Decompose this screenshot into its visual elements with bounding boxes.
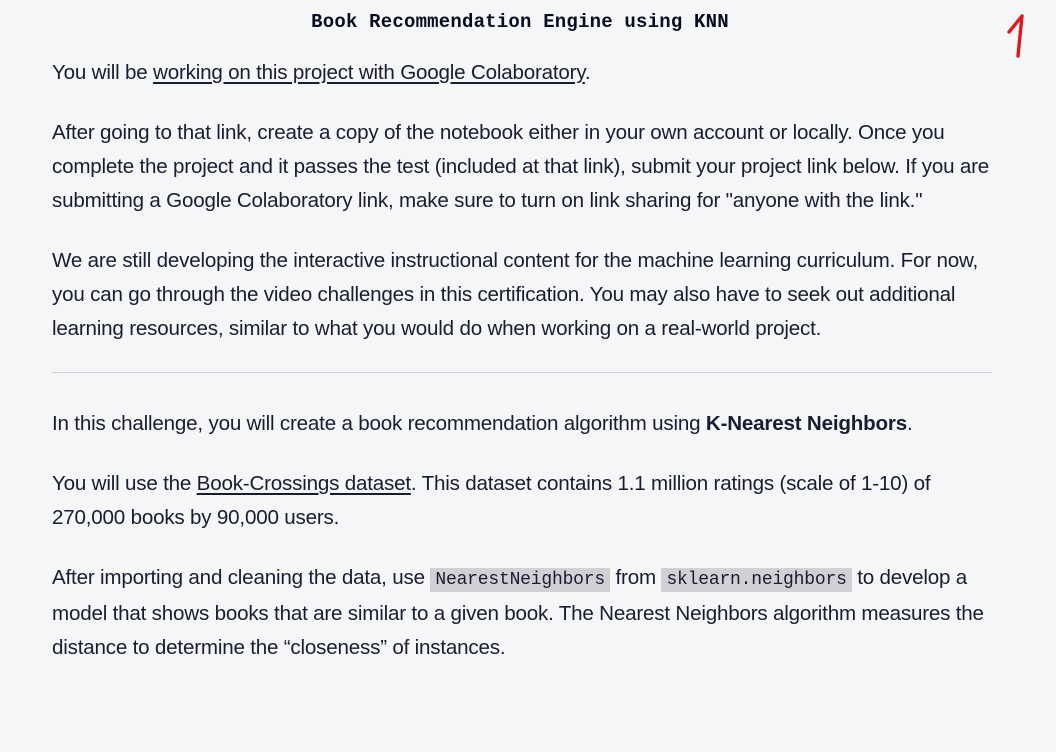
challenge-paragraph-2: You will use the Book-Crossings dataset. This dataset contains 1.1 million ratings (scale of 1-10) of 270,000 books by 90,000 users. bbox=[52, 472, 931, 529]
page-title: Book Recommendation Engine using KNN bbox=[311, 11, 729, 33]
challenge-paragraph-3: After importing and cleaning the data, use NearestNeighbors from sklearn.neighbors to develop a model that shows books that are similar to a given book. The Nearest Neighbors algorithm measures the distance to determine the “closeness” of instances. bbox=[52, 566, 984, 659]
intro-paragraph-1: You will be working on this project with Google Colaboratory. bbox=[52, 61, 591, 84]
challenge-paragraph-1: In this challenge, you will create a book recommendation algorithm using K-Nearest Neighbors. bbox=[52, 412, 913, 435]
page-number-annotation bbox=[1004, 10, 1030, 60]
section-divider bbox=[52, 372, 992, 373]
sklearn-neighbors-code: sklearn.neighbors bbox=[661, 568, 851, 592]
intro-paragraph-2: After going to that link, create a copy of the notebook either in your own account or locally. Once you complete the project and it passes the test (included at that link), submit your project link below. If you are submitting a Google Colaboratory link, make sure to turn on link sharing for "anyone with the link." bbox=[52, 121, 990, 212]
challenge-description bbox=[52, 56, 992, 691]
colaboratory-link[interactable]: working on this project with Google Colaboratory bbox=[153, 61, 585, 84]
intro-paragraph-3: We are still developing the interactive instructional content for the machine learning curriculum. For now, you can go through the video challenges in this certification. You may also have to seek out additional learning resources, similar to what you would do when working on a real-world project. bbox=[52, 249, 979, 340]
knn-term: K-Nearest Neighbors bbox=[705, 412, 907, 435]
dataset-link[interactable]: Book-Crossings dataset bbox=[196, 472, 411, 495]
nearest-neighbors-code: NearestNeighbors bbox=[430, 568, 610, 592]
